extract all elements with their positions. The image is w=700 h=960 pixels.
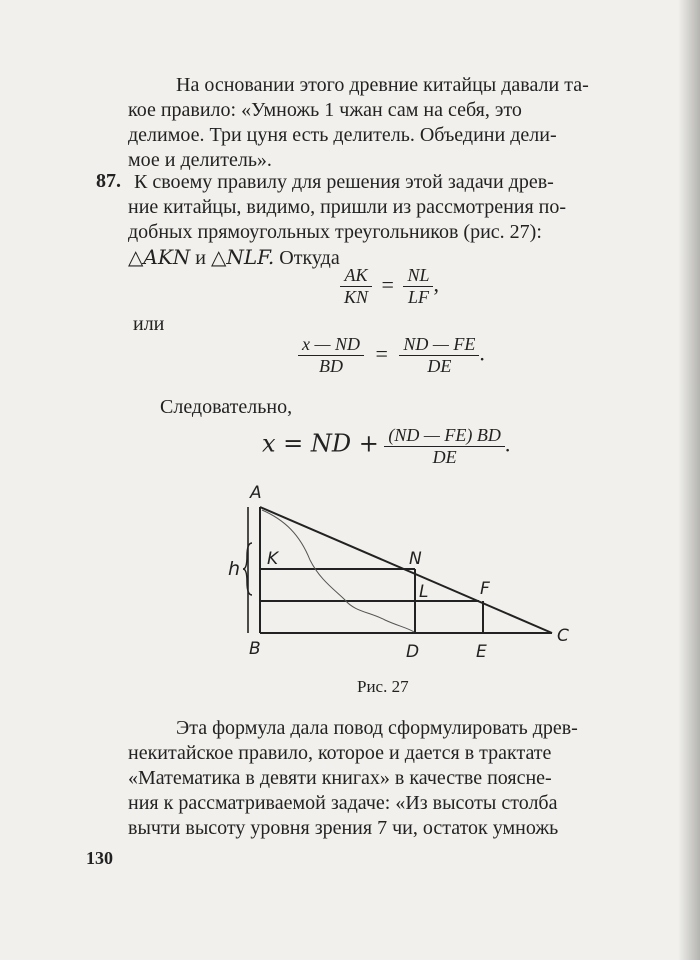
or-word: или	[133, 313, 165, 335]
page-number: 130	[86, 848, 113, 868]
denominator: BD	[319, 356, 343, 376]
hence-word: Откуда	[279, 247, 340, 269]
numerator: AK	[340, 265, 372, 287]
label-h: h	[228, 558, 241, 580]
and-word: и	[195, 247, 206, 269]
figure-caption: Рис. 27	[357, 677, 409, 696]
denominator: LF	[407, 287, 429, 307]
text-line: «Математика в девяти книгах» в качестве поясне-	[128, 767, 552, 789]
label-c: C	[557, 626, 569, 646]
text-line: На основании этого древние китайцы давали та-	[176, 74, 589, 96]
pencil-mark	[262, 510, 414, 632]
label-e: E	[476, 642, 487, 662]
label-k: K	[267, 549, 279, 569]
triangle-akn: AKN	[143, 245, 191, 269]
text-line: вычти высоту уровня зрения 7 чи, остаток умножь	[128, 817, 559, 839]
equals-sign: =	[375, 340, 388, 366]
text-line: ния к рассматриваемой задаче: «Из высоты столба	[128, 792, 558, 814]
paragraph-formula	[128, 716, 668, 841]
problem-number: 87.	[96, 170, 121, 192]
text-line: Эта формула дала повод сформулировать древ-	[176, 717, 578, 739]
label-l: L	[419, 582, 429, 602]
numerator: NL	[403, 265, 433, 287]
numerator: ND — FE	[399, 334, 479, 356]
numerator: x — ND	[298, 334, 364, 356]
denominator: KN	[344, 287, 369, 307]
label-a: A	[250, 483, 262, 503]
punctuation: ,	[433, 271, 439, 297]
text-line: К своему правилу для решения этой задачи древ-	[134, 171, 554, 193]
label-b: B	[249, 639, 261, 659]
label-n: N	[409, 549, 422, 569]
denominator: DE	[432, 447, 457, 467]
text-line: мое и делитель».	[128, 149, 272, 171]
triangle-symbol: △	[128, 247, 144, 269]
triangle-symbol: △	[210, 247, 227, 269]
label-f: F	[480, 579, 490, 599]
numerator: (ND — FE) BD	[384, 425, 504, 447]
text-line: кое правило: «Умножь 1 чжан сам на себя, это	[128, 99, 522, 121]
text-line: добных прямоугольных треугольников (рис. 27):	[128, 221, 542, 243]
text-line: ние китайцы, видимо, пришли из рассмотрения по-	[128, 196, 567, 218]
punctuation: .	[479, 340, 485, 366]
label-d: D	[406, 642, 420, 662]
denominator: DE	[427, 356, 452, 376]
punctuation: .	[504, 431, 511, 457]
triangle-nlf: NLF.	[226, 245, 275, 269]
text-line: делимое. Три цуня есть делитель. Объедини дели-	[128, 124, 557, 146]
text-line: некитайское правило, которое и дается в трактате	[128, 742, 552, 764]
equals-sign: =	[381, 271, 394, 297]
therefore-word: Следовательно,	[160, 396, 293, 418]
equation-lhs: x = ND +	[262, 429, 379, 458]
page-edge-shadow	[678, 0, 700, 960]
